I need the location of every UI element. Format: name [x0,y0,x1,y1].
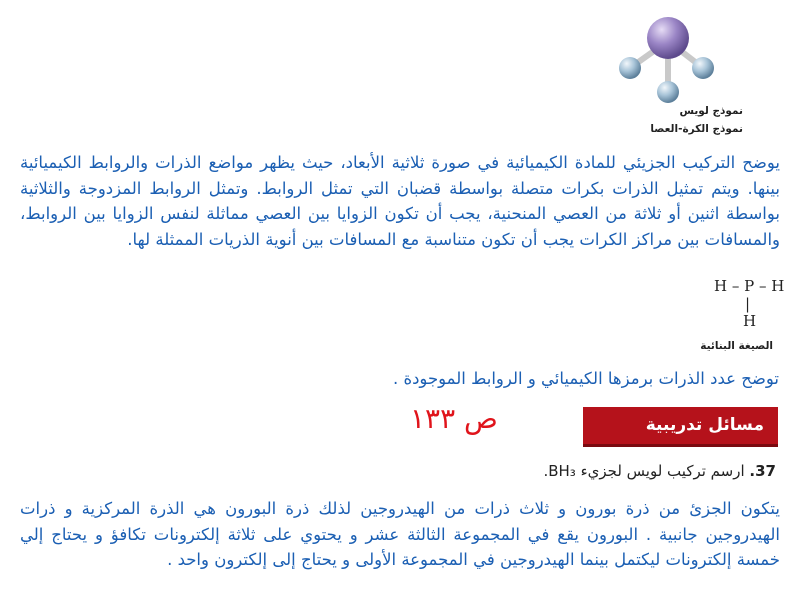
structural-formula-bottom: H [743,312,757,330]
practice-problems-label: مسائل تدريبية [645,415,764,435]
page-reference: ص ١٣٣ [410,402,498,435]
answer-paragraph: يتكون الجزئ من ذرة بورون و ثلاث ذرات من الهيدروجين لذلك ذرة البورون هي الذرة المركزية و ذرات الهيدروجين جانبية . البورون يقع في المجموعة الثالثة عشر و يحتوي على ثلاثة إلكترونات تكافؤ و يحتاج إلي خمسة إلكترونات ليكتمل بينما الهيدروجين في المجموعة الأولى و يحتاج إلى إلكترون واحد . [20,499,780,569]
practice-problems-banner [583,407,778,447]
structural-note: توضح عدد الذرات برمزها الكيميائي و الروابط الموجودة . [392,369,779,388]
structural-formula-caption: الصيغة البنائية [700,340,773,352]
model-caption-line1: نموذج لويس [679,105,743,117]
question-number: 37. [749,462,776,480]
model-caption-line2: نموذج الكرة-العصا [650,123,743,135]
ball-and-stick-model-image [608,6,718,106]
question-text: ارسم تركيب لويس لجزيء BH₃. [543,462,745,480]
structural-formula-bond: | [745,295,751,313]
structural-formula-top: H – P – H [714,277,785,295]
question-line [543,462,776,480]
description-paragraph: يوضح التركيب الجزيئي للمادة الكيميائية في صورة ثلاثية الأبعاد، حيث يظهر مواضع الذرات والروابط الكيميائية بينها. ويتم تمثيل الذرات بكرات متصلة بواسطة قضبان التي تمثل الروابط. وتمثل الروابط المزدوجة والثلاثية بواسطة اثنين أو ثلاثة من العصي المنحنية، يجب أن تكون الزوايا بين العصي مماثلة لنفس الزوايا بين الروابط، والمسافات بين مراكز الكرات يجب أن تكون متناسبة مع المسافات بين أنوية الذريات الممثلة لها. [20,153,780,249]
